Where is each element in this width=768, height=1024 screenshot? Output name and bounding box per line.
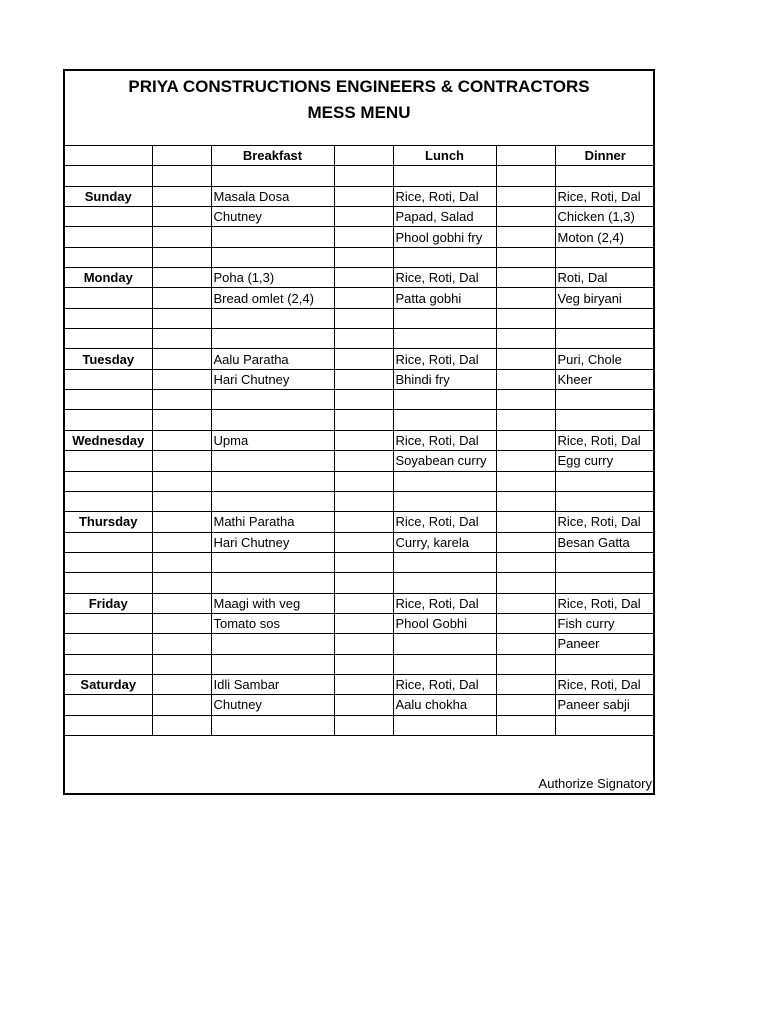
spacer-cell bbox=[152, 288, 211, 308]
spacer-cell bbox=[496, 349, 555, 369]
day-cell: Sunday bbox=[65, 186, 152, 206]
lunch-cell bbox=[393, 715, 496, 735]
spacer-cell bbox=[152, 512, 211, 532]
breakfast-cell: Maagi with veg bbox=[211, 593, 334, 613]
spacer-cell bbox=[496, 329, 555, 349]
spacer-cell bbox=[496, 451, 555, 471]
day-cell bbox=[65, 491, 152, 511]
table-row bbox=[65, 634, 655, 654]
breakfast-cell: Upma bbox=[211, 430, 334, 450]
lunch-cell bbox=[393, 247, 496, 267]
day-cell bbox=[65, 695, 152, 715]
day-cell bbox=[65, 207, 152, 227]
day-cell bbox=[65, 369, 152, 389]
spacer-cell bbox=[496, 532, 555, 552]
spacer-cell bbox=[496, 654, 555, 674]
table-row bbox=[65, 593, 655, 613]
spacer-cell bbox=[496, 166, 555, 186]
lunch-cell: Phool Gobhi bbox=[393, 613, 496, 633]
title-block bbox=[65, 71, 653, 145]
spacer-cell bbox=[152, 308, 211, 328]
spacer-cell bbox=[496, 268, 555, 288]
table-row bbox=[65, 430, 655, 450]
spacer-cell bbox=[334, 613, 393, 633]
breakfast-cell: Mathi Paratha bbox=[211, 512, 334, 532]
breakfast-cell bbox=[211, 552, 334, 572]
spacer-cell bbox=[152, 410, 211, 430]
dinner-cell: Rice, Roti, Dal bbox=[555, 593, 655, 613]
spacer-cell bbox=[496, 634, 555, 654]
dinner-cell: Rice, Roti, Dal bbox=[555, 674, 655, 694]
spacer-cell bbox=[334, 146, 393, 166]
spacer-cell bbox=[152, 715, 211, 735]
spacer-cell bbox=[152, 227, 211, 247]
dinner-cell bbox=[555, 471, 655, 491]
breakfast-cell: Chutney bbox=[211, 695, 334, 715]
spacer-cell bbox=[496, 674, 555, 694]
day-cell: Wednesday bbox=[65, 430, 152, 450]
lunch-cell bbox=[393, 308, 496, 328]
breakfast-cell: Chutney bbox=[211, 207, 334, 227]
dinner-cell bbox=[555, 410, 655, 430]
table-row bbox=[65, 247, 655, 267]
menu-table-body bbox=[65, 146, 655, 736]
spacer-cell bbox=[334, 369, 393, 389]
spacer-cell bbox=[496, 593, 555, 613]
dinner-cell: Rice, Roti, Dal bbox=[555, 512, 655, 532]
lunch-cell bbox=[393, 634, 496, 654]
day-cell bbox=[65, 329, 152, 349]
header-dinner: Dinner bbox=[555, 146, 655, 166]
table-row bbox=[65, 695, 655, 715]
lunch-cell bbox=[393, 552, 496, 572]
day-cell bbox=[65, 451, 152, 471]
table-row bbox=[65, 390, 655, 410]
day-cell bbox=[65, 166, 152, 186]
spacer-cell bbox=[152, 369, 211, 389]
table-row bbox=[65, 268, 655, 288]
day-cell bbox=[65, 634, 152, 654]
dinner-cell: Moton (2,4) bbox=[555, 227, 655, 247]
lunch-cell: Rice, Roti, Dal bbox=[393, 349, 496, 369]
breakfast-cell bbox=[211, 491, 334, 511]
day-cell bbox=[65, 410, 152, 430]
dinner-cell: Egg curry bbox=[555, 451, 655, 471]
dinner-cell bbox=[555, 654, 655, 674]
day-cell bbox=[65, 471, 152, 491]
lunch-cell: Rice, Roti, Dal bbox=[393, 674, 496, 694]
day-cell bbox=[65, 613, 152, 633]
spacer-cell bbox=[152, 654, 211, 674]
spacer-cell bbox=[152, 552, 211, 572]
spacer-cell bbox=[334, 573, 393, 593]
table-row bbox=[65, 227, 655, 247]
spacer-cell bbox=[496, 613, 555, 633]
dinner-cell bbox=[555, 329, 655, 349]
dinner-cell: Rice, Roti, Dal bbox=[555, 430, 655, 450]
table-row bbox=[65, 329, 655, 349]
menu-title: MESS MENU bbox=[307, 103, 411, 122]
lunch-cell: Papad, Salad bbox=[393, 207, 496, 227]
dinner-cell: Paneer bbox=[555, 634, 655, 654]
day-cell bbox=[65, 288, 152, 308]
table-row bbox=[65, 308, 655, 328]
table-row bbox=[65, 166, 655, 186]
table-row bbox=[65, 349, 655, 369]
spacer-cell bbox=[334, 491, 393, 511]
table-row bbox=[65, 207, 655, 227]
spacer-cell bbox=[496, 247, 555, 267]
spacer-cell bbox=[496, 471, 555, 491]
dinner-cell bbox=[555, 573, 655, 593]
breakfast-cell bbox=[211, 451, 334, 471]
breakfast-cell: Poha (1,3) bbox=[211, 268, 334, 288]
day-cell: Thursday bbox=[65, 512, 152, 532]
breakfast-cell bbox=[211, 471, 334, 491]
day-cell: Tuesday bbox=[65, 349, 152, 369]
day-cell bbox=[65, 532, 152, 552]
day-cell bbox=[65, 308, 152, 328]
spacer-cell bbox=[496, 715, 555, 735]
spacer-cell bbox=[334, 329, 393, 349]
lunch-cell bbox=[393, 471, 496, 491]
spacer-cell bbox=[334, 674, 393, 694]
dinner-cell bbox=[555, 491, 655, 511]
breakfast-cell bbox=[211, 329, 334, 349]
spacer-cell bbox=[334, 532, 393, 552]
dinner-cell bbox=[555, 247, 655, 267]
dinner-cell: Veg biryani bbox=[555, 288, 655, 308]
breakfast-cell bbox=[211, 308, 334, 328]
header-lunch: Lunch bbox=[393, 146, 496, 166]
table-row bbox=[65, 552, 655, 572]
breakfast-cell: Hari Chutney bbox=[211, 532, 334, 552]
spacer-cell bbox=[334, 451, 393, 471]
lunch-cell: Bhindi fry bbox=[393, 369, 496, 389]
dinner-cell bbox=[555, 166, 655, 186]
spacer-cell bbox=[496, 308, 555, 328]
breakfast-cell: Idli Sambar bbox=[211, 674, 334, 694]
spacer-cell bbox=[334, 410, 393, 430]
spacer-cell bbox=[334, 207, 393, 227]
day-cell: Friday bbox=[65, 593, 152, 613]
spacer-cell bbox=[334, 308, 393, 328]
table-row bbox=[65, 613, 655, 633]
day-cell bbox=[65, 573, 152, 593]
spacer-cell bbox=[334, 288, 393, 308]
lunch-cell: Rice, Roti, Dal bbox=[393, 430, 496, 450]
spacer-cell bbox=[496, 390, 555, 410]
day-cell bbox=[65, 247, 152, 267]
lunch-cell bbox=[393, 410, 496, 430]
mess-menu-sheet bbox=[63, 69, 655, 795]
spacer-cell bbox=[152, 674, 211, 694]
spacer-cell bbox=[152, 695, 211, 715]
spacer-cell bbox=[334, 247, 393, 267]
spacer-cell bbox=[152, 390, 211, 410]
table-row bbox=[65, 369, 655, 389]
lunch-cell: Rice, Roti, Dal bbox=[393, 268, 496, 288]
breakfast-cell: Masala Dosa bbox=[211, 186, 334, 206]
dinner-cell bbox=[555, 552, 655, 572]
spacer-cell bbox=[152, 186, 211, 206]
spacer-cell bbox=[334, 695, 393, 715]
spacer-cell bbox=[334, 166, 393, 186]
breakfast-cell bbox=[211, 166, 334, 186]
lunch-cell bbox=[393, 329, 496, 349]
spacer-cell bbox=[334, 390, 393, 410]
spacer-cell bbox=[496, 491, 555, 511]
dinner-cell bbox=[555, 390, 655, 410]
day-cell bbox=[65, 552, 152, 572]
spacer-cell bbox=[496, 207, 555, 227]
spacer-cell bbox=[496, 695, 555, 715]
day-cell bbox=[65, 715, 152, 735]
lunch-cell: Soyabean curry bbox=[393, 451, 496, 471]
breakfast-cell: Bread omlet (2,4) bbox=[211, 288, 334, 308]
spacer-cell bbox=[496, 573, 555, 593]
spacer-cell bbox=[152, 268, 211, 288]
breakfast-cell bbox=[211, 390, 334, 410]
spacer-cell bbox=[496, 288, 555, 308]
spacer-cell bbox=[152, 532, 211, 552]
table-row bbox=[65, 715, 655, 735]
header-breakfast: Breakfast bbox=[211, 146, 334, 166]
table-row bbox=[65, 654, 655, 674]
lunch-cell: Rice, Roti, Dal bbox=[393, 512, 496, 532]
lunch-cell bbox=[393, 166, 496, 186]
lunch-cell bbox=[393, 491, 496, 511]
breakfast-cell bbox=[211, 247, 334, 267]
lunch-cell: Curry, karela bbox=[393, 532, 496, 552]
spacer-cell bbox=[334, 227, 393, 247]
spacer-cell bbox=[496, 512, 555, 532]
spacer-cell bbox=[152, 166, 211, 186]
dinner-cell: Rice, Roti, Dal bbox=[555, 186, 655, 206]
dinner-cell: Besan Gatta bbox=[555, 532, 655, 552]
menu-table bbox=[65, 145, 655, 736]
spacer-cell bbox=[152, 451, 211, 471]
spacer-cell bbox=[496, 552, 555, 572]
breakfast-cell bbox=[211, 654, 334, 674]
breakfast-cell bbox=[211, 410, 334, 430]
dinner-cell: Roti, Dal bbox=[555, 268, 655, 288]
lunch-cell: Phool gobhi fry bbox=[393, 227, 496, 247]
table-row bbox=[65, 674, 655, 694]
company-title: PRIYA CONSTRUCTIONS ENGINEERS & CONTRACTORS bbox=[128, 77, 590, 96]
dinner-cell: Fish curry bbox=[555, 613, 655, 633]
dinner-cell: Puri, Chole bbox=[555, 349, 655, 369]
header-day-cell bbox=[65, 146, 152, 166]
spacer-cell bbox=[496, 410, 555, 430]
spacer-cell bbox=[334, 512, 393, 532]
spacer-cell bbox=[334, 430, 393, 450]
spacer-cell bbox=[152, 146, 211, 166]
lunch-cell: Aalu chokha bbox=[393, 695, 496, 715]
table-row bbox=[65, 573, 655, 593]
table-row bbox=[65, 532, 655, 552]
spacer-cell bbox=[334, 186, 393, 206]
breakfast-cell bbox=[211, 715, 334, 735]
spacer-cell bbox=[334, 552, 393, 572]
table-row bbox=[65, 512, 655, 532]
day-cell: Monday bbox=[65, 268, 152, 288]
day-cell bbox=[65, 654, 152, 674]
breakfast-cell bbox=[211, 227, 334, 247]
spacer-cell bbox=[496, 369, 555, 389]
spacer-cell bbox=[152, 573, 211, 593]
spacer-cell bbox=[496, 146, 555, 166]
table-row bbox=[65, 451, 655, 471]
lunch-cell: Rice, Roti, Dal bbox=[393, 186, 496, 206]
breakfast-cell: Tomato sos bbox=[211, 613, 334, 633]
spacer-cell bbox=[334, 715, 393, 735]
spacer-cell bbox=[334, 471, 393, 491]
table-row bbox=[65, 491, 655, 511]
dinner-cell bbox=[555, 308, 655, 328]
spacer-cell bbox=[334, 593, 393, 613]
spacer-cell bbox=[152, 207, 211, 227]
table-row bbox=[65, 186, 655, 206]
spacer-cell bbox=[496, 227, 555, 247]
breakfast-cell bbox=[211, 634, 334, 654]
lunch-cell bbox=[393, 390, 496, 410]
spacer-cell bbox=[152, 247, 211, 267]
dinner-cell: Kheer bbox=[555, 369, 655, 389]
spacer-cell bbox=[334, 654, 393, 674]
day-cell: Saturday bbox=[65, 674, 152, 694]
lunch-cell: Patta gobhi bbox=[393, 288, 496, 308]
day-cell bbox=[65, 390, 152, 410]
table-row bbox=[65, 288, 655, 308]
spacer-cell bbox=[496, 186, 555, 206]
authorize-signatory: Authorize Signatory bbox=[538, 776, 652, 791]
lunch-cell: Rice, Roti, Dal bbox=[393, 593, 496, 613]
dinner-cell bbox=[555, 715, 655, 735]
breakfast-cell bbox=[211, 573, 334, 593]
spacer-cell bbox=[152, 593, 211, 613]
lunch-cell bbox=[393, 654, 496, 674]
spacer-cell bbox=[152, 634, 211, 654]
table-row bbox=[65, 410, 655, 430]
table-row bbox=[65, 471, 655, 491]
header-row bbox=[65, 146, 655, 166]
lunch-cell bbox=[393, 573, 496, 593]
spacer-cell bbox=[152, 349, 211, 369]
breakfast-cell: Hari Chutney bbox=[211, 369, 334, 389]
spacer-cell bbox=[334, 634, 393, 654]
spacer-cell bbox=[152, 613, 211, 633]
spacer-cell bbox=[152, 491, 211, 511]
breakfast-cell: Aalu Paratha bbox=[211, 349, 334, 369]
dinner-cell: Paneer sabji bbox=[555, 695, 655, 715]
spacer-cell bbox=[334, 349, 393, 369]
spacer-cell bbox=[152, 430, 211, 450]
spacer-cell bbox=[496, 430, 555, 450]
spacer-cell bbox=[152, 471, 211, 491]
dinner-cell: Chicken (1,3) bbox=[555, 207, 655, 227]
spacer-cell bbox=[152, 329, 211, 349]
day-cell bbox=[65, 227, 152, 247]
spacer-cell bbox=[334, 268, 393, 288]
